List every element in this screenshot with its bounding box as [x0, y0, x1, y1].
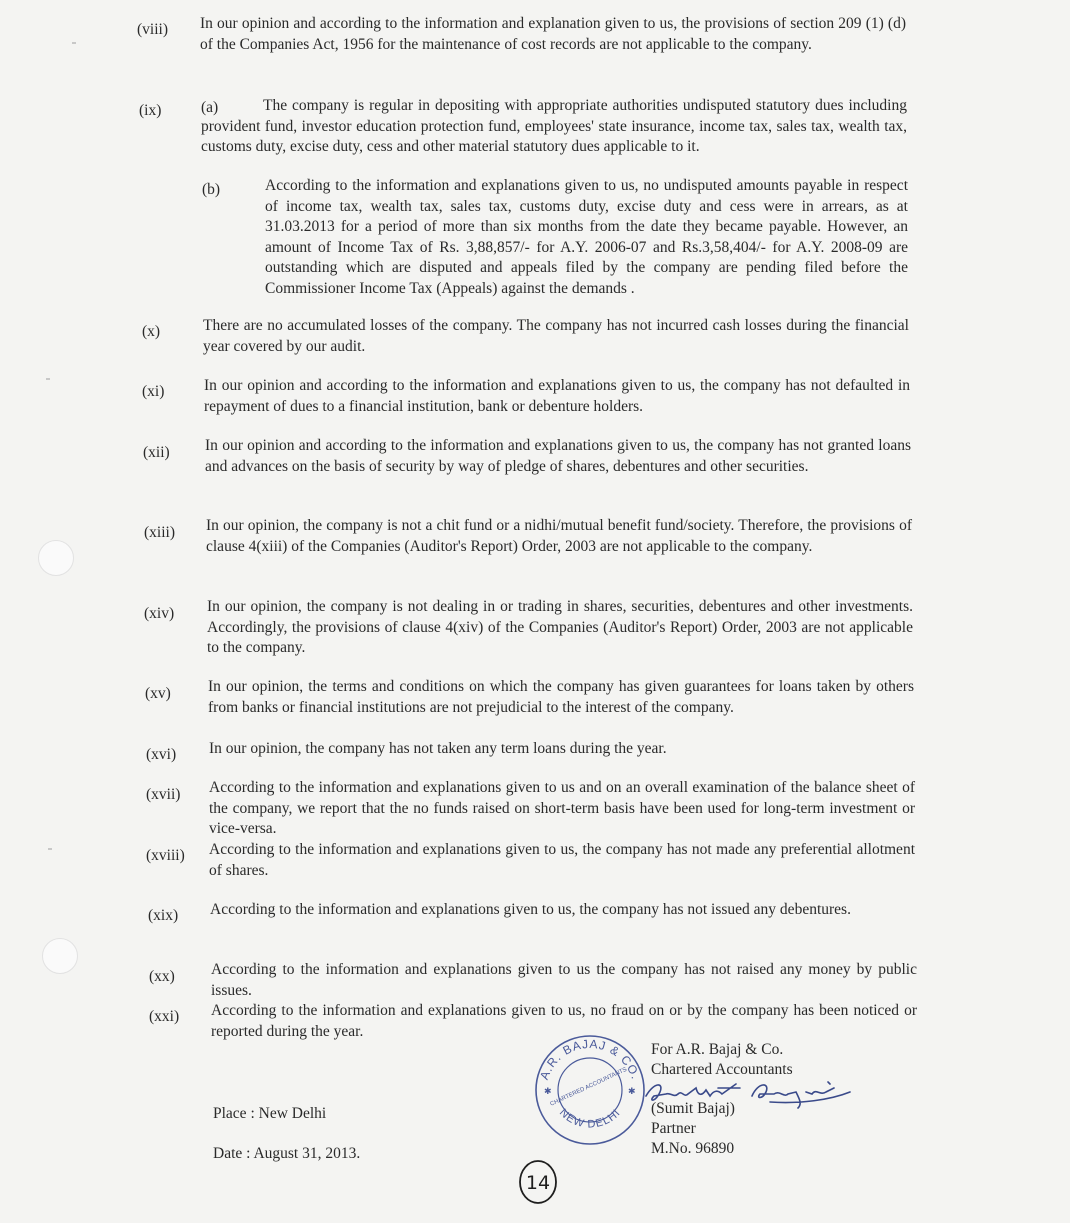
signatory-name: (Sumit Bajaj): [651, 1100, 735, 1117]
svg-text:NEW DELHI: [557, 1107, 623, 1131]
clause-number: (xii): [143, 444, 170, 461]
clause-text: In our opinion, the company has not taken any term loans during the year.: [209, 740, 667, 757]
speck: [46, 378, 50, 380]
clause-number: (x): [142, 323, 161, 340]
firm-name: For A.R. Bajaj & Co.: [651, 1041, 784, 1058]
stamp-city-text: NEW DELHI: [556, 1106, 624, 1131]
date: Date : August 31, 2013.: [213, 1145, 361, 1162]
clause-number: (ix): [139, 102, 162, 119]
sub-clause-text: [201, 96, 907, 158]
punch-hole-top: [38, 540, 74, 576]
clause-text: In our opinion and according to the information and explanations given to us, the company has not defaulted in repayment of dues to a financial institution, bank or debenture holders.: [204, 377, 910, 415]
clause-number: (xi): [142, 383, 165, 400]
page-number-text: 14: [525, 1172, 551, 1194]
place: Place : New Delhi: [213, 1105, 327, 1122]
sub-clause-b-text: According to the information and explanations given to us, no undisputed amounts payable in respect of income tax, wealth tax, sales tax, customs duty, excise duty and cess were in arrears, as at 31.03.2013 for a period of more than six months from the date they became payable. However, an amount of Income Tax of Rs. 3,88,857/- for A.Y. 2006-07 and Rs.3,58,404/- for A.Y. 2008-09 are outstanding which are disputed and appeals filed by the company are pending filed before the Commissioner Income Tax (Appeals) against the demands .: [265, 177, 908, 297]
clause-number: (xviii): [146, 847, 185, 864]
firm-designation: Chartered Accountants: [651, 1061, 793, 1078]
clause-number: (xxi): [149, 1008, 180, 1025]
clause-number: (xx): [149, 968, 175, 985]
membership-number: M.No. 96890: [651, 1140, 735, 1157]
page-number: [516, 1158, 560, 1206]
signatory-role: Partner: [651, 1120, 696, 1137]
sub-clause-label: (a): [201, 99, 219, 116]
clause-text: There are no accumulated losses of the company. The company has not incurred cash losses during the financial year covered by our audit.: [203, 317, 909, 355]
stamp-star-icon: ✱: [628, 1086, 636, 1096]
sub-clause-label: (b): [202, 181, 221, 198]
svg-text:A.R. BAJAJ & CO.: [537, 1037, 643, 1082]
clause-text: In our opinion, the terms and conditions on which the company has given guarantees for loans taken by others from banks or financial institutions are not prejudicial to the interest of the company.: [208, 678, 914, 716]
clause-text: In our opinion, the company is not dealing in or trading in shares, securities, debentures and other investments. Accordingly, the provisions of clause 4(xiv) of the Companies (Auditor's Report) Order, 2003 are not applicable to the company.: [207, 598, 913, 656]
speck: [72, 42, 76, 44]
clause-number: (xvii): [146, 786, 181, 803]
punch-hole-bottom: [42, 938, 78, 974]
clause-number: (xvi): [146, 746, 177, 763]
clause-text: In our opinion and according to the information and explanation given to us, the provisions of section 209 (1) (d) of the Companies Act, 1956 for the maintenance of cost records are not applicable to the company.: [200, 15, 906, 53]
clause-text: According to the information and explanations given to us, the company has not issued any debentures.: [210, 901, 851, 918]
clause-text: In our opinion, the company is not a chit fund or a nidhi/mutual benefit fund/society. Therefore, the provisions of clause 4(xiii) of the Companies (Auditor's Report) Order, 2003 are not applicable to the company.: [206, 517, 912, 555]
clause-text: According to the information and explanations given to us the company has not raised any money by public issues.: [211, 961, 917, 999]
speck: [48, 848, 52, 850]
sub-clause-a-text: The company is regular in depositing with appropriate authorities undisputed statutory dues including provident fund, investor education protection fund, employees' state insurance, income tax, sales tax, wealth tax, customs duty, excise duty, cess and other material statutory dues applicable to it.: [201, 97, 907, 155]
clause-number: (xix): [148, 907, 179, 924]
clause-number: (xiii): [144, 524, 175, 541]
firm-stamp: [530, 1030, 650, 1150]
clause-text: According to the information and explanations given to us and on an overall examination of the balance sheet of the company, we report that the no funds raised on short-term basis have been used for long-term investment or vice-versa.: [209, 779, 915, 837]
clause-number: (xv): [145, 685, 171, 702]
clause-text: In our opinion and according to the information and explanations given to us, the company has not granted loans and advances on the basis of security by way of pledge of shares, debentures and other securities.: [205, 437, 911, 475]
clause-number: (xiv): [144, 605, 175, 622]
clause-text: According to the information and explanations given to us, no fraud on or by the company has been noticed or reported during the year.: [211, 1002, 917, 1040]
stamp-inner-text: CHARTERED ACCOUNTANTS: [549, 1066, 628, 1108]
stamp-outer-text: A.R. BAJAJ & CO.: [537, 1036, 644, 1082]
clause-number: (viii): [137, 21, 168, 38]
stamp-star-icon: ✱: [544, 1086, 552, 1096]
clause-text: According to the information and explanations given to us, the company has not made any preferential allotment of shares.: [209, 841, 915, 879]
